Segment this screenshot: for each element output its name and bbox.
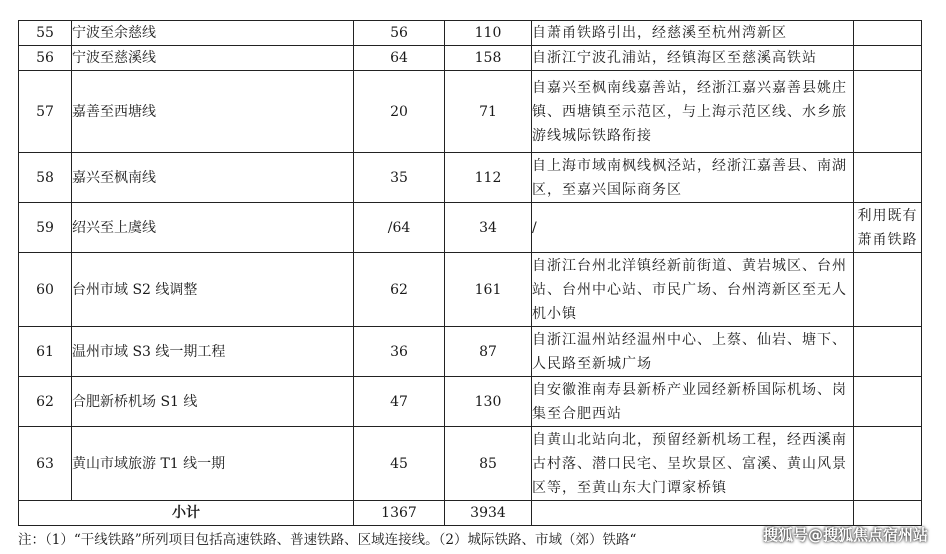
line-name: 绍兴至上虞线 — [72, 203, 354, 253]
line-name: 黄山市域旅游 T1 线一期 — [72, 427, 354, 501]
row-number: 59 — [19, 203, 72, 253]
row-number: 60 — [19, 253, 72, 327]
line-name: 嘉善至西塘线 — [72, 71, 354, 153]
length-value: 64 — [354, 46, 445, 71]
investment-value: 161 — [445, 253, 532, 327]
watermark: 搜狐号@搜狐焦点宿州站 — [762, 526, 928, 544]
route-description: 自上海市域南枫线枫泾站，经浙江嘉善县、南湖区，至嘉兴国际商务区 — [532, 153, 854, 203]
route-description: 自黄山北站向北，预留经新机场工程，经西溪南古村落、潜口民宅、呈坎景区、富溪、黄山风景区等，至黄山东大门谭家桥镇 — [532, 427, 854, 501]
total-investment: 3934 — [445, 501, 532, 526]
investment-value: 112 — [445, 153, 532, 203]
note-cell — [854, 253, 922, 327]
row-number: 55 — [19, 21, 72, 46]
row-number: 62 — [19, 377, 72, 427]
line-name: 嘉兴至枫南线 — [72, 153, 354, 203]
investment-value: 34 — [445, 203, 532, 253]
note-cell — [854, 71, 922, 153]
table-row — [19, 153, 922, 203]
table-row — [19, 327, 922, 377]
note-cell — [854, 21, 922, 46]
row-number: 63 — [19, 427, 72, 501]
total-row — [19, 501, 922, 526]
note-cell — [854, 153, 922, 203]
row-number: 57 — [19, 71, 72, 153]
row-number: 61 — [19, 327, 72, 377]
line-name: 宁波至余慈线 — [72, 21, 354, 46]
row-number: 56 — [19, 46, 72, 71]
total-label: 小计 — [19, 501, 354, 526]
route-description: / — [532, 203, 854, 253]
length-value: 47 — [354, 377, 445, 427]
length-value: 56 — [354, 21, 445, 46]
note-cell — [854, 501, 922, 526]
railway-projects-table — [18, 20, 922, 526]
table-row — [19, 203, 922, 253]
total-length: 1367 — [354, 501, 445, 526]
note-cell — [854, 377, 922, 427]
investment-value: 110 — [445, 21, 532, 46]
table-row — [19, 71, 922, 153]
table-row — [19, 46, 922, 71]
length-value: 35 — [354, 153, 445, 203]
line-name: 宁波至慈溪线 — [72, 46, 354, 71]
line-name: 合肥新桥机场 S1 线 — [72, 377, 354, 427]
route-description: 自浙江宁波孔浦站，经镇海区至慈溪高铁站 — [532, 46, 854, 71]
length-value: 36 — [354, 327, 445, 377]
length-value: 20 — [354, 71, 445, 153]
investment-value: 71 — [445, 71, 532, 153]
route-description: 自萧甬铁路引出，经慈溪至杭州湾新区 — [532, 21, 854, 46]
route-description: 自安徽淮南寿县新桥产业园经新桥国际机场、岗集至合肥西站 — [532, 377, 854, 427]
route-description: 自嘉兴至枫南线嘉善站，经浙江嘉兴嘉善县姚庄镇、西塘镇至示范区，与上海示范区线、水乡旅游线城际铁路衔接 — [532, 71, 854, 153]
note-cell — [854, 327, 922, 377]
route-description: 自浙江温州站经温州中心、上蔡、仙岩、塘下、人民路至新城广场 — [532, 327, 854, 377]
row-number: 58 — [19, 153, 72, 203]
footnote: 注：（1）“干线铁路”所列项目包括高速铁路、普速铁路、区域连接线。（2）城际铁路、市域（郊）铁路“ — [18, 532, 637, 548]
route-description — [532, 501, 854, 526]
route-description: 自浙江台州北洋镇经新前街道、黄岩城区、台州站、台州中心站、市民广场、台州湾新区至无人机小镇 — [532, 253, 854, 327]
note-cell: 利用既有萧甬铁路 — [854, 203, 922, 253]
length-value: /64 — [354, 203, 445, 253]
note-cell — [854, 46, 922, 71]
table-row — [19, 427, 922, 501]
length-value: 62 — [354, 253, 445, 327]
line-name: 温州市域 S3 线一期工程 — [72, 327, 354, 377]
investment-value: 87 — [445, 327, 532, 377]
table-row — [19, 377, 922, 427]
investment-value: 130 — [445, 377, 532, 427]
investment-value: 158 — [445, 46, 532, 71]
length-value: 45 — [354, 427, 445, 501]
investment-value: 85 — [445, 427, 532, 501]
table-row — [19, 21, 922, 46]
note-cell — [854, 427, 922, 501]
line-name: 台州市域 S2 线调整 — [72, 253, 354, 327]
table-row — [19, 253, 922, 327]
